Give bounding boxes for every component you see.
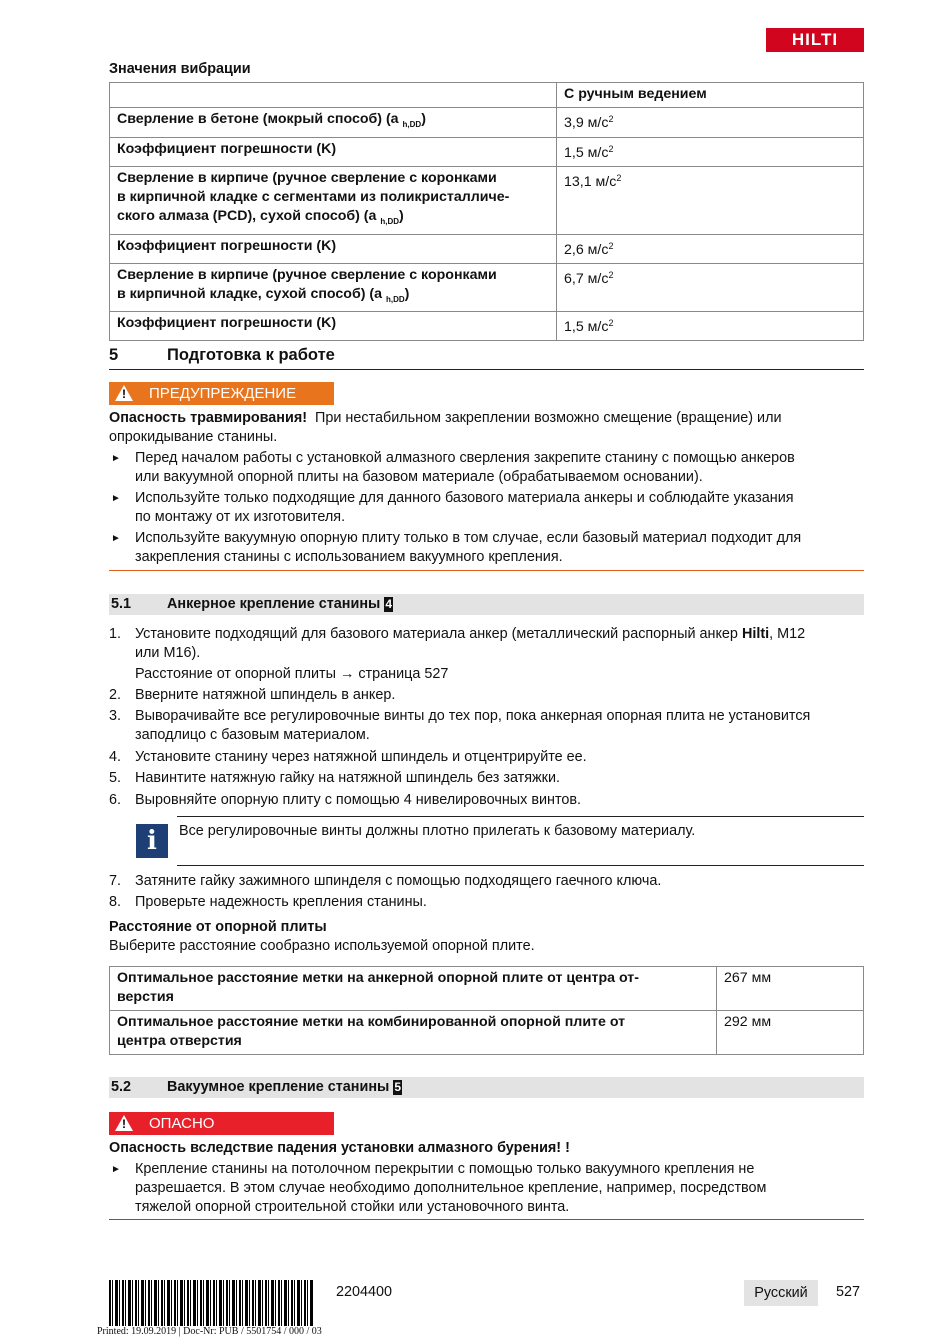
bullet-icon: ► — [111, 1164, 121, 1175]
info-rule-bottom — [177, 865, 864, 866]
bullet-icon: ► — [111, 453, 121, 464]
step-text: Установите станину через натяжной шпиндель и отцентрируйте ее. — [135, 749, 587, 765]
step-text: Выровняйте опорную плиту с помощью 4 нивелировочных винтов. — [135, 792, 582, 808]
table-row-label: Сверление в кирпиче (ручное сверление с коронками в кирпичной кладке, сухой способ) (a $_{h,DD}$) — [110, 263, 557, 312]
distance-intro: Выберите расстояние сообразно используемой опорной плите. — [109, 938, 535, 954]
figure-badge: 4 — [385, 597, 393, 611]
section-number: 5 — [109, 346, 119, 364]
warning-end-rule — [109, 570, 864, 571]
step-number: 2. — [109, 687, 122, 703]
step-text: Затяните гайку зажимного шпинделя с помощью подходящего гаечного ключа. — [135, 873, 662, 889]
doc-code: 2204400 — [336, 1284, 393, 1300]
table-row-value: 267 мм — [717, 967, 864, 1011]
step-number: 5. — [109, 770, 122, 786]
warning-label: ПРЕДУПРЕЖДЕНИЕ — [149, 385, 297, 402]
hazard-text: Опасность вследствие падения установки алмазного бурения! ! — [109, 1140, 570, 1156]
list-item: Используйте только подходящие для данного базового материала анкеры и соблюдайте указания по монтажу от их изготовителя. — [135, 490, 794, 525]
hilti-logo: HILTI — [766, 28, 864, 52]
subsection-title: Анкерное крепление станины 4 — [167, 596, 393, 612]
vibration-table — [109, 82, 864, 341]
list-item: Перед началом работы с установкой алмазного сверления закрепите станину с помощью анкеров или вакуумной опорной плиты на базовом материале (обрабатываемом основании). — [135, 450, 795, 485]
danger-label-box — [109, 1112, 334, 1135]
step-number: 1. — [109, 626, 122, 642]
subsection-heading — [109, 1077, 864, 1098]
subsection-number: 5.1 — [111, 596, 132, 612]
page-number: 527 — [836, 1284, 861, 1300]
table-row-label: Коэффициент погрешности (K) — [110, 137, 557, 166]
table-header: С ручным ведением — [557, 83, 864, 108]
vibration-title: Значения вибрации — [109, 61, 251, 77]
table-row-value: 2,6 $м/с^2$ — [557, 234, 864, 263]
table-row-value: 292 мм — [717, 1011, 864, 1055]
step-number: 3. — [109, 708, 122, 724]
subsection-heading — [109, 594, 864, 615]
subsection-number: 5.2 — [111, 1079, 132, 1095]
language-badge: Русский — [744, 1280, 818, 1306]
barcode — [109, 1280, 314, 1326]
table-row-value: 13,1 $м/с^2$ — [557, 166, 864, 234]
step-number: 7. — [109, 873, 122, 889]
table-row-value: 1,5 $м/с^2$ — [557, 312, 864, 341]
distance-table — [109, 966, 864, 1055]
info-rule-top — [177, 816, 864, 817]
section-title: Подготовка к работе — [167, 346, 335, 364]
table-header-empty — [110, 83, 557, 108]
warning-label-box — [109, 382, 334, 405]
step-text: Установите подходящий для базового материала анкер (металлический распорный анкер Hilti, M12 или M16). — [135, 626, 806, 661]
table-row-value: 1,5 $м/с^2$ — [557, 137, 864, 166]
step-number: 6. — [109, 792, 122, 808]
step-text: Выворачивайте все регулировочные винты до тех пор, пока анкерная опорная плита не установится заподлицо с базовым материалом. — [135, 708, 811, 743]
table-row-label: Оптимальное расстояние метки на комбинированной опорной плите от центра отверстия — [110, 1011, 717, 1055]
hazard-text: Опасность травмирования! При нестабильном закреплении возможно смещение (вращение) или опрокидывание станины. — [109, 410, 782, 445]
distance-title: Расстояние от опорной плиты — [109, 919, 327, 935]
figure-badge: 5 — [394, 1080, 401, 1094]
danger-end-rule — [109, 1219, 864, 1220]
table-row-value: 3,9 $м/с^2$ — [557, 108, 864, 138]
step-number: 8. — [109, 894, 122, 910]
warning-triangle-icon: ! — [115, 1115, 133, 1131]
step-text: Вверните натяжной шпиндель в анкер. — [135, 687, 396, 703]
warning-triangle-icon: ! — [115, 385, 133, 401]
step-reference[interactable]: Расстояние от опорной плиты → страница 527 — [135, 666, 449, 682]
table-row-label: Сверление в кирпиче (ручное сверление с коронками в кирпичной кладке с сегментами из поликристалличе- ского алмаза (PCD), сухой способ) (a $_{h,DD}$) — [110, 166, 557, 234]
table-row-label: Коэффициент погрешности (K) — [110, 234, 557, 263]
step-text: Навинтите натяжную гайку на натяжной шпиндель без затяжки. — [135, 770, 561, 786]
bullet-icon: ► — [111, 533, 121, 544]
table-row-label: Коэффициент погрешности (K) — [110, 312, 557, 341]
bullet-icon: ► — [111, 493, 121, 504]
table-row-label: Оптимальное расстояние метки на анкерной опорной плите от центра от- верстия — [110, 967, 717, 1011]
list-item: Используйте вакуумную опорную плиту только в том случае, если базовый материал подходит для закрепления станины с использованием вакуумного крепления. — [135, 530, 802, 565]
table-row-label: Сверление в бетоне (мокрый способ) (a $_{h,DD}$) — [110, 108, 557, 138]
info-note: Все регулировочные винты должны плотно прилегать к базовому материалу. — [179, 823, 696, 839]
subsection-title: Вакуумное крепление станины 5 — [167, 1079, 401, 1095]
print-info: Printed: 19.09.2019 | Doc-Nr: PUB / 5501754 / 000 / 03 — [97, 1326, 322, 1337]
step-number: 4. — [109, 749, 122, 765]
step-text: Проверьте надежность крепления станины. — [135, 894, 427, 910]
info-icon: i — [136, 824, 168, 858]
section-heading — [109, 346, 864, 370]
table-row-value: 6,7 $м/с^2$ — [557, 263, 864, 312]
list-item: Крепление станины на потолочном перекрытии с помощью только вакуумного крепления не разрешается. В этом случае необходимо дополнительное крепление, например, посредством тяжелой опорной строительной стойки или установочного винта. — [135, 1161, 767, 1215]
danger-label: ОПАСНО — [149, 1115, 215, 1132]
